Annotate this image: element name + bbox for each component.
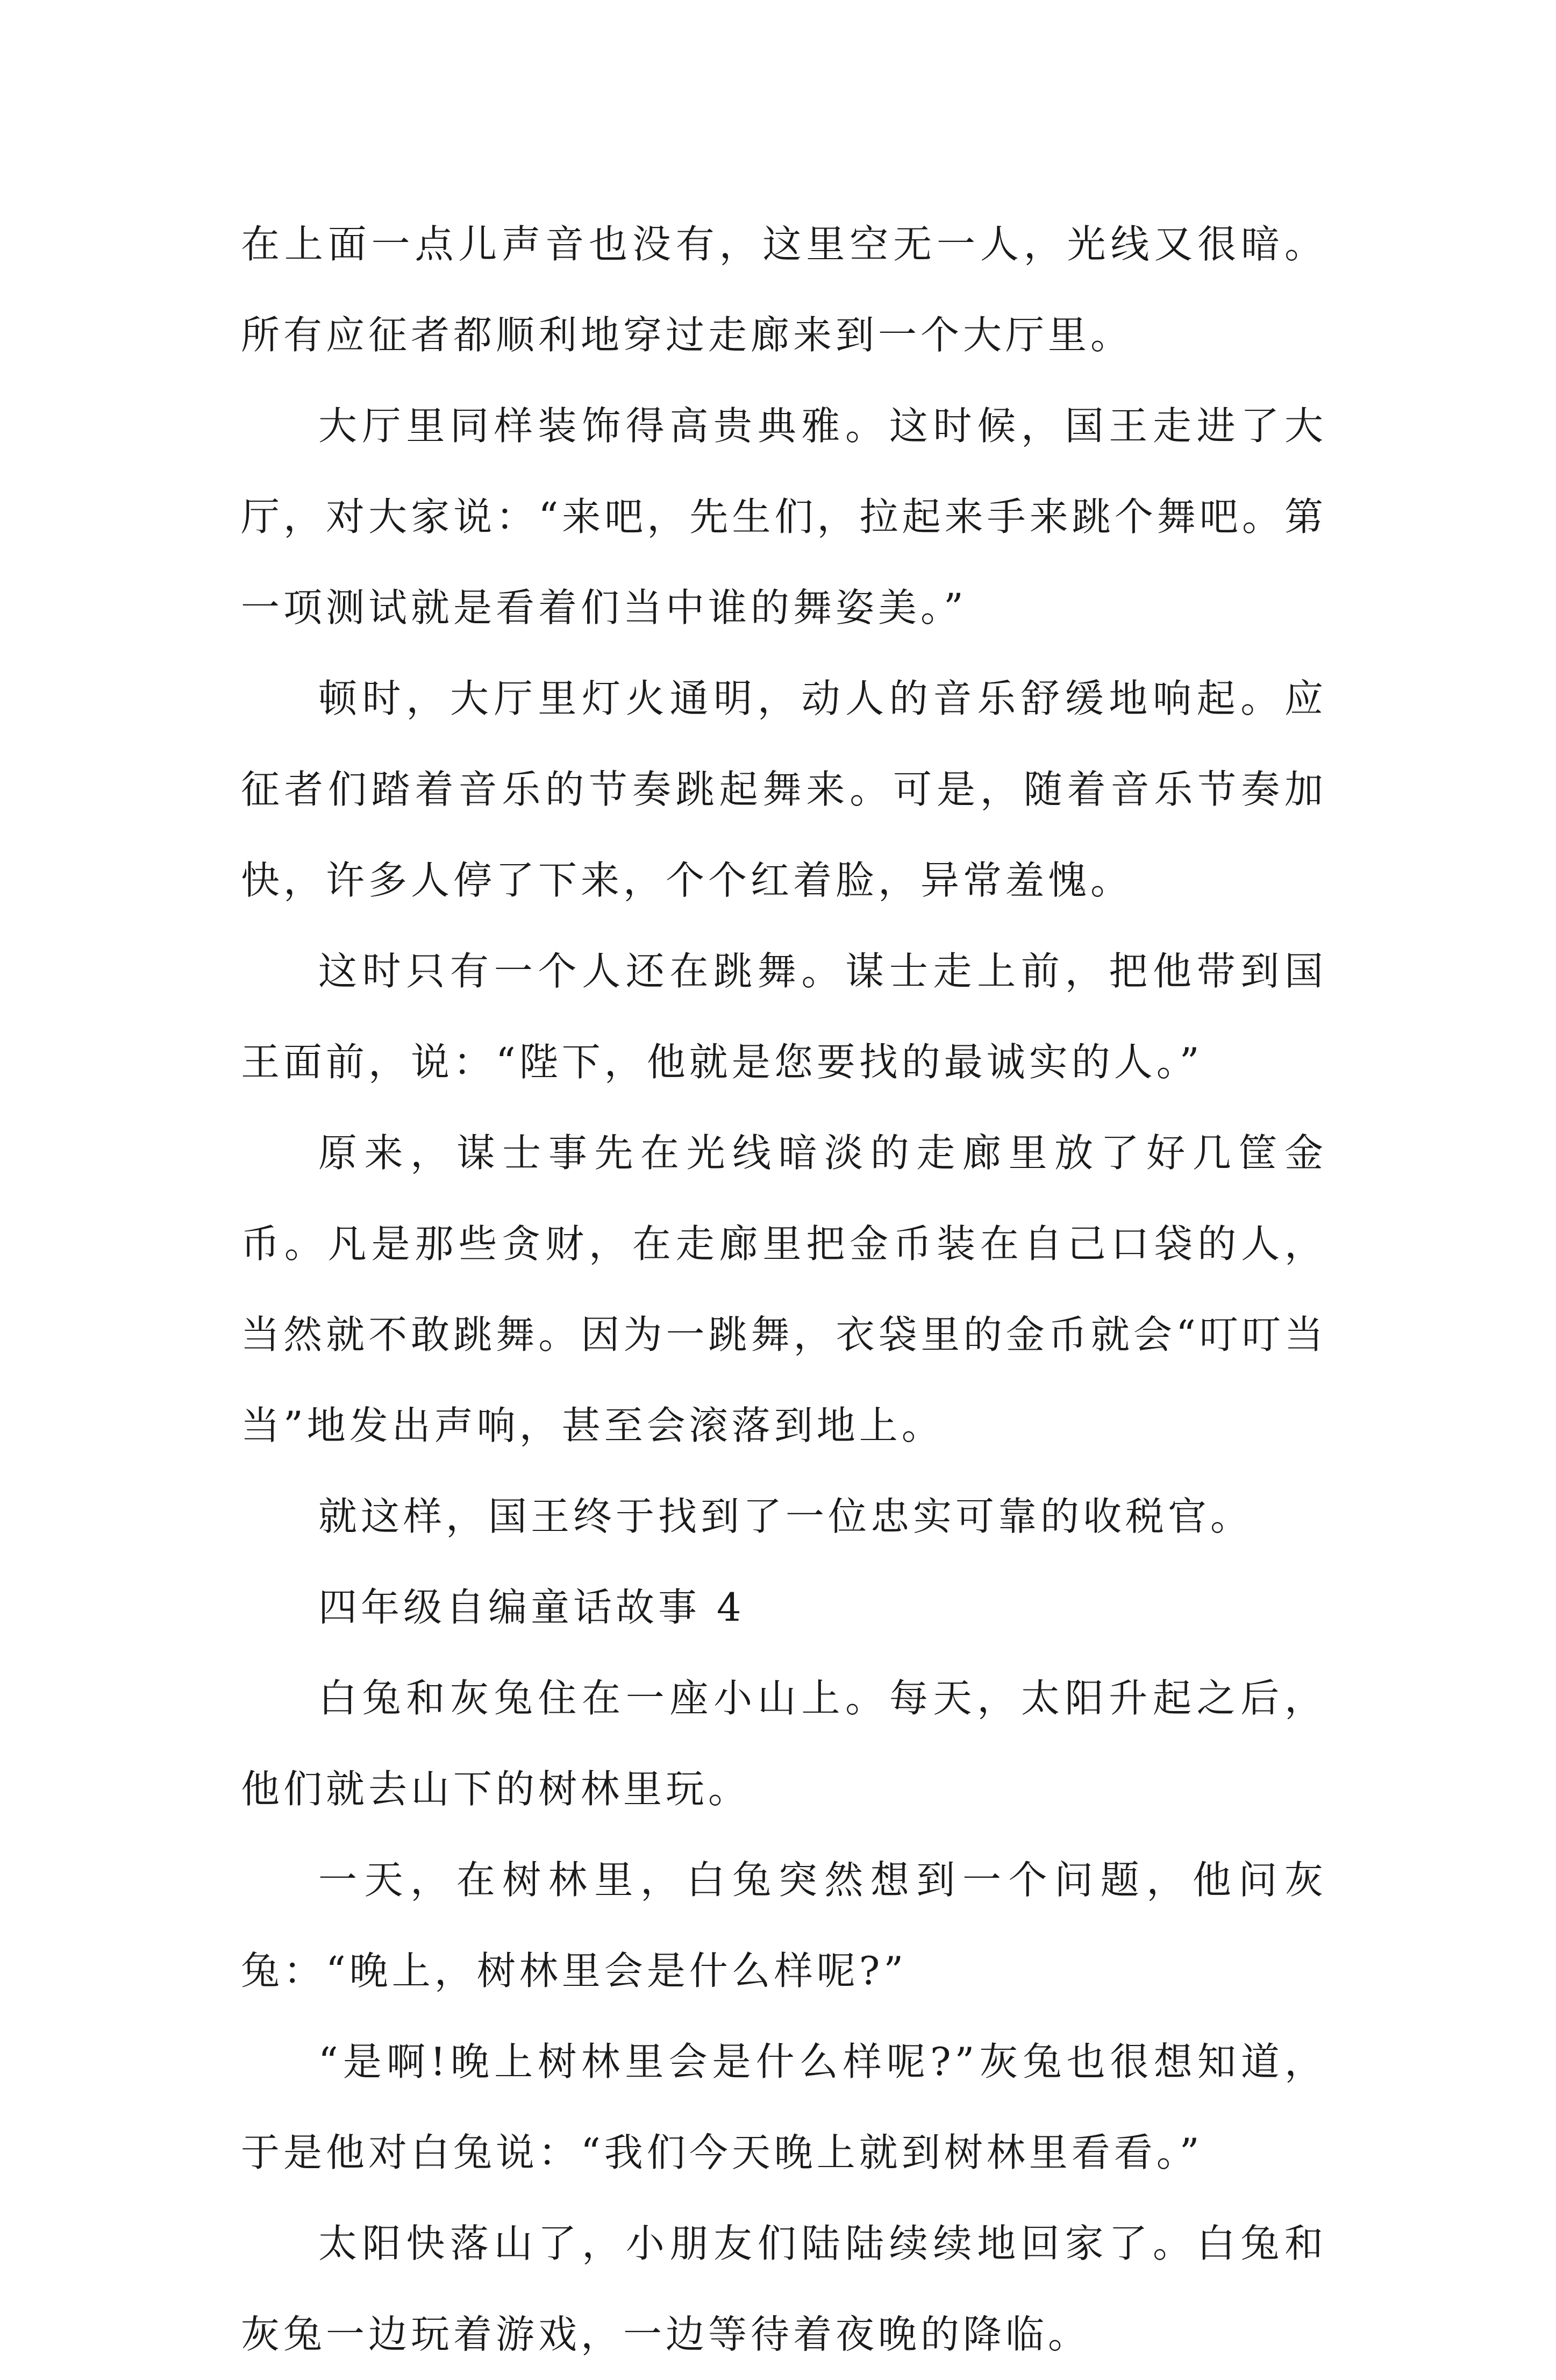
- paragraph: 太阳快落山了，小朋友们陆陆续续地回家了。白兔和灰兔一边玩着游戏，一边等待着夜晚的降临。: [241, 2221, 1327, 2357]
- paragraph: 这时只有一个人还在跳舞。谋士走上前，把他带到国王面前，说：“陛下，他就是您要找的最诚实的人。”: [241, 949, 1327, 1085]
- document-body: [241, 199, 1327, 2380]
- paragraph: 大厅里同样装饰得高贵典雅。这时候，国王走进了大厅，对大家说：“来吧，先生们，拉起来手来跳个舞吧。第一项测试就是看着们当中谁的舞姿美。”: [241, 403, 1327, 630]
- section-heading: 四年级自编童话故事 4: [318, 1585, 745, 1630]
- paragraph: “是啊!晚上树林里会是什么样呢?”灰兔也很想知道，于是他对白兔说：“我们今天晚上就到树林里看看。”: [241, 2039, 1327, 2175]
- paragraph: 一天，在树林里，白兔突然想到一个问题，他问灰兔：“晚上，树林里会是什么样呢?”: [241, 1857, 1327, 1993]
- paragraph: 就这样，国王终于找到了一位忠实可靠的收税官。: [318, 1494, 1253, 1539]
- paragraph: 白兔和灰兔住在一座小山上。每天，太阳升起之后，他们就去山下的树林里玩。: [241, 1676, 1327, 1812]
- paragraph: 在上面一点儿声音也没有，这里空无一人，光线又很暗。所有应征者都顺利地穿过走廊来到一个大厅里。: [241, 222, 1327, 358]
- paragraph: 原来，谋士事先在光线暗淡的走廊里放了好几筐金币。凡是那些贪财，在走廊里把金币装在自己口袋的人，当然就不敢跳舞。因为一跳舞，衣袋里的金币就会“叮叮当当”地发出声响，甚至会滚落到地上。: [241, 1130, 1327, 1448]
- paragraph: 顿时，大厅里灯火通明，动人的音乐舒缓地响起。应征者们踏着音乐的节奏跳起舞来。可是，随着音乐节奏加快，许多人停了下来，个个红着脸，异常羞愧。: [241, 676, 1327, 903]
